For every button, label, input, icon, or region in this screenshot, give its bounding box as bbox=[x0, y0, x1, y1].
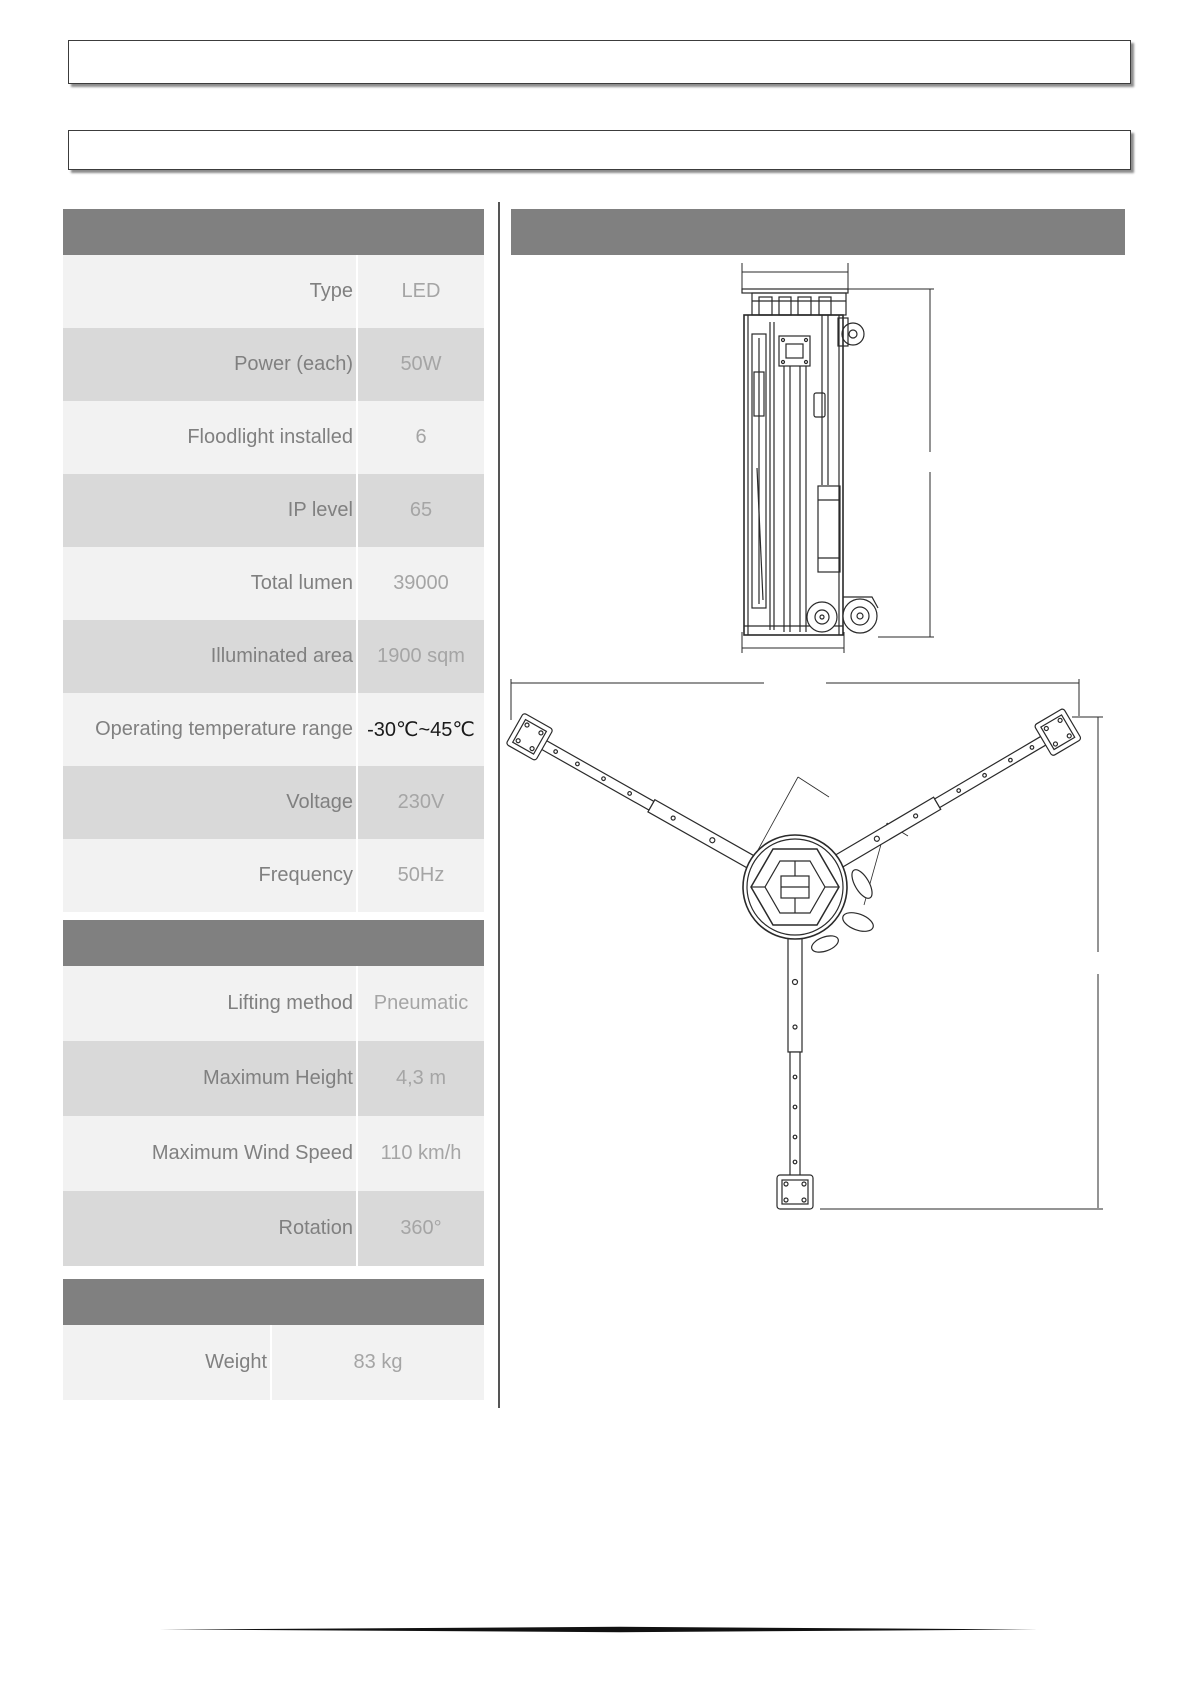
outrigger-arm-upper-right bbox=[829, 708, 1082, 877]
spec-value: 83 kg bbox=[270, 1325, 484, 1400]
spec-value: 65 bbox=[356, 474, 484, 547]
bolt bbox=[805, 361, 808, 364]
arm-inner bbox=[788, 937, 802, 1052]
dimensions-section-header bbox=[63, 1279, 484, 1325]
title-box-1 bbox=[68, 40, 1131, 84]
lighting-spec-table bbox=[63, 209, 484, 912]
bolt bbox=[782, 361, 785, 364]
outrigger-arm-bottom bbox=[777, 937, 813, 1209]
spec-label: Frequency bbox=[258, 864, 353, 886]
spec-row-ip-level bbox=[63, 474, 484, 547]
wheel-outer bbox=[843, 597, 878, 633]
spec-row-frequency bbox=[63, 839, 484, 912]
control-box bbox=[818, 486, 840, 572]
spec-row-temperature bbox=[63, 693, 484, 766]
spec-label: Maximum Height bbox=[202, 1067, 353, 1089]
spec-value: LED bbox=[356, 255, 484, 328]
spec-value: 230V bbox=[356, 766, 484, 839]
arm-inner bbox=[648, 800, 755, 869]
outrigger-arm-upper-left bbox=[506, 713, 760, 878]
wheel-large bbox=[807, 602, 837, 632]
spec-label: Weight bbox=[205, 1351, 267, 1373]
bolt bbox=[782, 339, 785, 342]
rule-line bbox=[160, 1627, 1038, 1632]
top-width-dimension bbox=[742, 263, 848, 291]
floodlight bbox=[798, 297, 811, 315]
wheel-rim bbox=[843, 599, 877, 633]
mast-plate-inner bbox=[786, 344, 803, 358]
side-view-drawing bbox=[742, 263, 934, 653]
foot-plate bbox=[506, 713, 553, 761]
spec-value: 110 km/h bbox=[356, 1116, 484, 1191]
spec-label: Voltage bbox=[286, 791, 353, 813]
handle bbox=[814, 393, 825, 417]
spec-label: Rotation bbox=[278, 1217, 353, 1239]
spec-value: Pneumatic bbox=[356, 966, 484, 1041]
arm-outer bbox=[790, 1052, 800, 1177]
spec-label: Lifting method bbox=[227, 992, 353, 1014]
mast-section-header bbox=[63, 920, 484, 966]
spec-value: 1900 sqm bbox=[356, 620, 484, 693]
spec-row-total-lumen bbox=[63, 547, 484, 620]
spec-row-illuminated-area bbox=[63, 620, 484, 693]
spec-label: Illuminated area bbox=[210, 645, 353, 667]
center-hub bbox=[743, 835, 847, 939]
dimensions-spec-table bbox=[63, 1279, 484, 1400]
spec-label: Type bbox=[309, 280, 353, 302]
floodlight-head bbox=[742, 289, 848, 315]
drawing-section-header bbox=[511, 209, 1125, 255]
spec-value: 4,3 m bbox=[356, 1041, 484, 1116]
span-width-dimension bbox=[511, 679, 1079, 720]
knob bbox=[840, 909, 876, 935]
wheel-top bbox=[838, 318, 864, 346]
spec-row-rotation bbox=[63, 1191, 484, 1266]
tower-body bbox=[744, 315, 843, 635]
foot-plate bbox=[1034, 708, 1082, 756]
spec-value: -30℃~45℃ bbox=[356, 693, 484, 766]
spec-row-lifting-method bbox=[63, 966, 484, 1041]
bottom-rule bbox=[155, 1622, 1045, 1636]
wheel-rim bbox=[807, 602, 837, 632]
title-box-2 bbox=[68, 130, 1131, 170]
spec-row-floodlights bbox=[63, 401, 484, 474]
floodlight bbox=[819, 297, 831, 315]
floodlight bbox=[779, 297, 791, 315]
spec-label: Power (each) bbox=[234, 353, 353, 375]
height-dimension bbox=[840, 289, 934, 637]
spec-row-voltage bbox=[63, 766, 484, 839]
floodlight bbox=[759, 297, 772, 315]
spec-value: 39000 bbox=[356, 547, 484, 620]
spec-row-weight bbox=[63, 1325, 484, 1400]
lighting-section-header bbox=[63, 209, 484, 255]
angle-line bbox=[798, 777, 829, 797]
spec-label: IP level bbox=[287, 499, 353, 521]
top-view-drawing bbox=[506, 679, 1103, 1209]
spec-label: Operating temperature range bbox=[95, 718, 353, 740]
spec-value: 50W bbox=[356, 328, 484, 401]
spec-row-type bbox=[63, 255, 484, 328]
spec-value: 6 bbox=[356, 401, 484, 474]
spec-label: Total lumen bbox=[250, 572, 353, 594]
spec-row-max-height bbox=[63, 1041, 484, 1116]
wheel-rim bbox=[842, 323, 864, 345]
technical-drawing bbox=[500, 256, 1120, 1226]
spec-row-power bbox=[63, 328, 484, 401]
spec-label: Maximum Wind Speed bbox=[151, 1142, 353, 1164]
mast-plate bbox=[779, 336, 810, 366]
knob bbox=[848, 867, 876, 902]
spec-value: 360° bbox=[356, 1191, 484, 1266]
arm-inner bbox=[835, 797, 941, 867]
wheel-hub bbox=[849, 330, 857, 338]
spec-value: 50Hz bbox=[356, 839, 484, 912]
spec-label: Floodlight installed bbox=[187, 426, 353, 448]
lever bbox=[757, 468, 763, 600]
head-bar bbox=[742, 289, 848, 293]
mast-spec-table bbox=[63, 920, 484, 1266]
spec-row-max-wind-speed bbox=[63, 1116, 484, 1191]
head-frame bbox=[752, 293, 846, 315]
bolt bbox=[805, 339, 808, 342]
